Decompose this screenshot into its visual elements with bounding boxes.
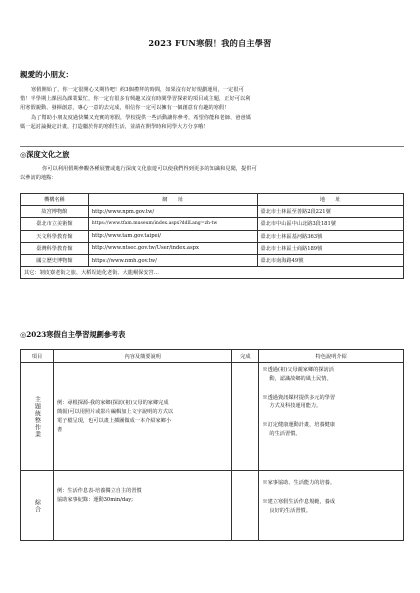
intro-line: 媽一起討論擬定計畫，打造屬於你的寒假生活，並請在開學時和同學大方分享哦！	[20, 123, 209, 130]
venue-url[interactable]: http://www.ntsec.gov.tw/User/index.aspx	[88, 242, 257, 254]
venue-table	[20, 193, 404, 279]
table-row	[21, 363, 404, 471]
intro-paragraph	[20, 86, 402, 132]
column-header: 機構名稱	[21, 194, 89, 206]
section-heading-plan: ◎2023寒假自主學習規劃參考表	[20, 330, 126, 339]
venue-address: 臺北市士林區基河路363號	[257, 230, 404, 242]
content-line: 書	[56, 426, 63, 433]
venue-url[interactable]: https://www.tfam.museum/index.aspx?ddlLang=zh-tw	[88, 218, 257, 230]
column-header: 內容及簡要說明	[53, 350, 232, 363]
note-line: 良好的生活習慣。	[269, 507, 311, 514]
content-line: 電子檔呈現，也可以畫上插圖做成一本介紹家鄉小	[56, 417, 172, 424]
divider	[20, 146, 404, 147]
column-header: 地 址	[257, 194, 404, 206]
intro-line: 寒假開始了，你一定很開心又期待吧！約3個禮拜的時間，如果沒有好好規劃運用，一定很可	[31, 87, 244, 93]
other-venues: 其它：剝皮寮老街之旅、大稻埕迪化老街、大龍峒保安宮…	[21, 267, 404, 279]
intro-line: 惜！半學期上課因為課業緊忙，你一定有很多有興趣又沒有時間學習探索的項目或主題，正好可以利	[20, 96, 251, 103]
completion-cell[interactable]	[232, 471, 259, 541]
intro-line: 為了幫助小朋友度過快樂又充實的寒假，學校提供一些活動讓你參考，希望你能和老師、爸爸媽	[31, 114, 251, 121]
table-header-row	[21, 194, 404, 206]
note-line: 動，認識故鄉的風土民情。	[269, 375, 332, 382]
table-row	[21, 254, 404, 266]
venue-name: 國立歷史博物館	[21, 254, 89, 266]
note-line: 方式及科技運用能力。	[269, 403, 322, 410]
venue-name: 臺北市立美術館	[21, 218, 89, 230]
venue-name: 天文科學教育館	[21, 230, 89, 242]
intro-line: 用寒假親動、發揮創意，專心一意的去完成，相信你一定可以擁有一個創意有有趣的寒假！	[20, 105, 230, 112]
note-line: ※家事協助、生活能力的培養。	[262, 480, 336, 486]
table-row	[21, 206, 404, 218]
venue-address: 臺北市南海路49號	[257, 254, 404, 266]
note-line: ※建立寒假生活作息規範，養成	[262, 498, 336, 505]
content-cell	[53, 363, 232, 471]
table-row	[21, 471, 404, 541]
column-header: 網 址	[88, 194, 257, 206]
venue-name: 臺灣科學教育館	[21, 242, 89, 254]
column-header: 項目	[21, 350, 54, 363]
item-cell	[21, 363, 54, 471]
content-line: 協助家事紀錄：運動30min/day;	[56, 497, 133, 503]
venue-url[interactable]: http://www.npm.gov.tw/	[88, 206, 257, 218]
culture-description	[20, 165, 402, 183]
content-line: 簡報)可以用照片或影片編輯加上文字說明的方式以	[56, 408, 174, 415]
greeting: 親愛的小朋友：	[20, 70, 74, 79]
item-label: 綜合	[33, 498, 41, 513]
plan-table	[20, 349, 404, 541]
content-line: 例：生活作息表-培養獨立自主的習慣	[56, 488, 142, 494]
venue-url[interactable]: https://www.nmh.gov.tw/	[88, 254, 257, 266]
item-label: 主題統整作業	[33, 395, 41, 438]
culture-desc-line: 你可以利用假期參觀各種展覽或進行深度文化旅遊可以使我們得到更多的知識和見聞，提供可	[42, 166, 257, 172]
table-row-other	[21, 267, 404, 279]
venue-address: 臺北市士林區士商路189號	[257, 242, 404, 254]
note-line: ※透過資訊媒材提供多元的學習	[262, 394, 336, 401]
column-header: 完成	[232, 350, 259, 363]
column-header: 特色說明介紹	[259, 350, 404, 363]
content-cell	[53, 471, 232, 541]
content-line: 例：尋根探源-我的家鄉(探訪(祖)父母的家鄉完成	[56, 399, 169, 406]
section-heading-culture: ◎深度文化之旅	[20, 150, 70, 159]
table-row	[21, 218, 404, 230]
completion-cell[interactable]	[232, 363, 259, 471]
page-title: 2023 FUN寒假！我的自主學習	[148, 38, 272, 48]
table-row	[21, 230, 404, 242]
venue-name: 故宮博物館	[21, 206, 89, 218]
note-line: 的生活習慣。	[269, 430, 301, 437]
note-line: ※訂定健康運動計畫，培養健康	[262, 422, 336, 429]
table-row	[21, 242, 404, 254]
note-line: ※透過(祖)父母親家鄉的探訪活	[262, 367, 334, 373]
notes-cell	[259, 363, 404, 471]
notes-cell	[259, 471, 404, 541]
culture-desc-line: 以參訪的地點：	[20, 175, 57, 182]
venue-address: 臺北市士林區至善路2段221號	[257, 206, 404, 218]
venue-address: 臺北市中山區中山北路3段181號	[257, 218, 404, 230]
item-cell	[21, 471, 54, 541]
table-header-row	[21, 350, 404, 363]
venue-url[interactable]: http://www.tam.gov.taipei/	[88, 230, 257, 242]
